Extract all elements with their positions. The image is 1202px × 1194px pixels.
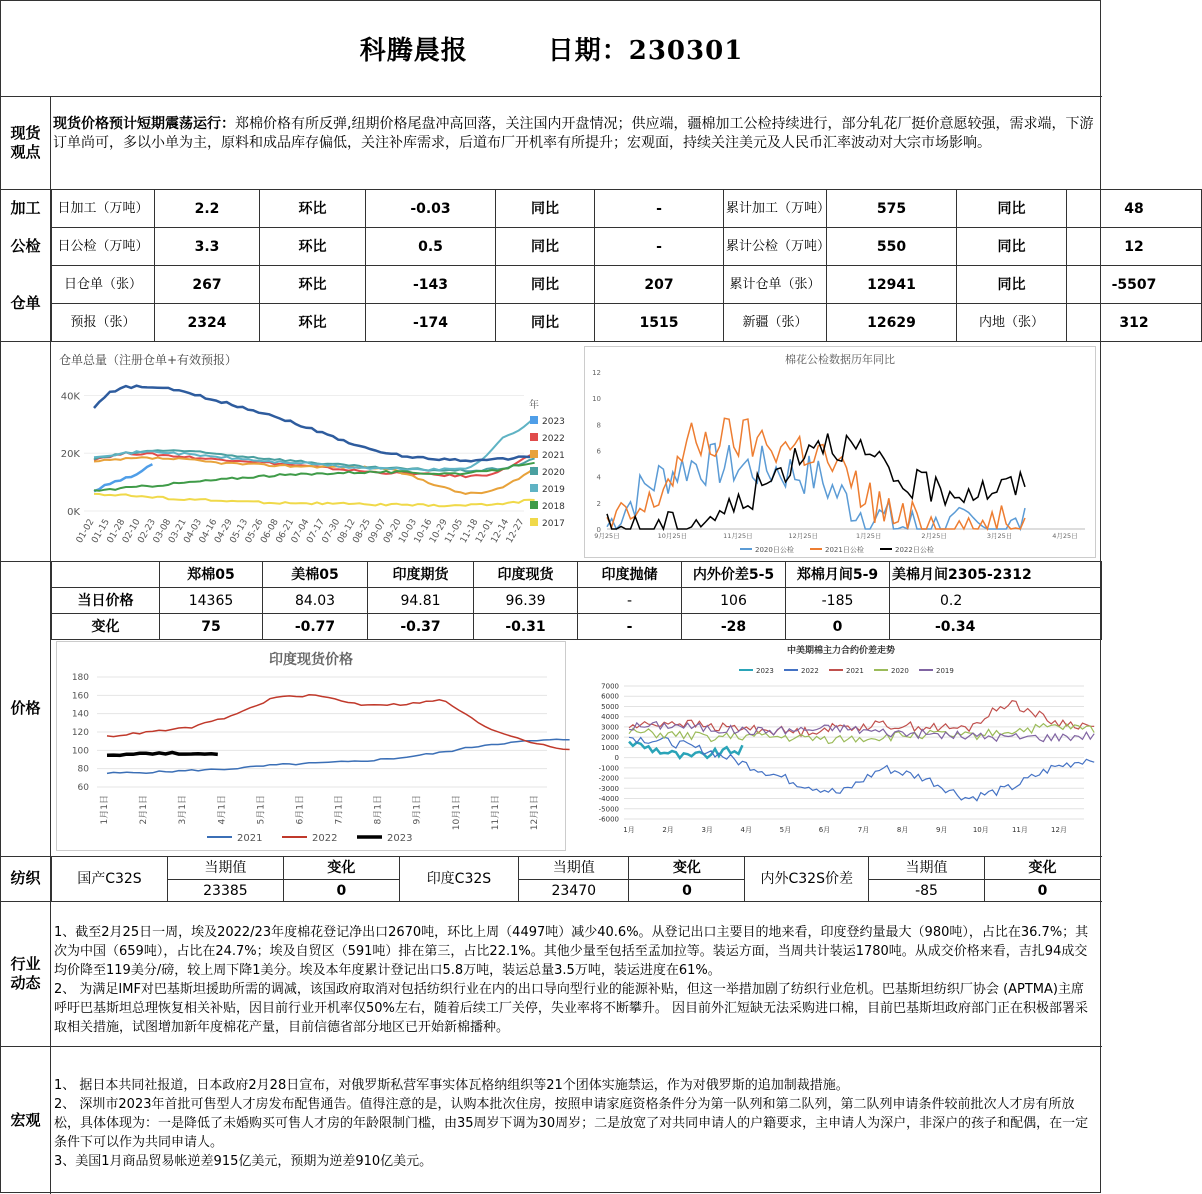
x-tick-label: 03-21 <box>167 517 189 546</box>
y-tick-label: 7000 <box>601 682 619 691</box>
y-tick-label: 4 <box>596 473 601 482</box>
y-tick-label: -5000 <box>598 805 619 814</box>
macro-news-1: 1、 据日本共同社报道，日本政府2月28日宣布，对俄罗斯私营军事实体瓦格纳组织等21个团体实施禁运，作为对俄罗斯的追加制裁措施。 <box>54 1078 849 1093</box>
x-tick-label: 07-30 <box>320 517 343 546</box>
legend-label-2022: 2022 <box>801 667 819 675</box>
y-tick-label: 60 <box>77 783 89 793</box>
x-tick-label: 06-08 <box>259 517 281 546</box>
x-tick-label: 12-27 <box>504 517 527 546</box>
x-tick-label: 9月25日 <box>594 532 620 540</box>
legend-swatch-2019 <box>530 484 538 492</box>
y-tick-label: -2000 <box>598 774 619 783</box>
x-tick-label: 4月25日 <box>1052 532 1078 540</box>
chart-title: 棉花公检数据历年同比 <box>785 353 895 366</box>
x-tick-label: 10-16 <box>412 517 435 546</box>
spot-view-text <box>53 115 1095 153</box>
inspection-chart-svg <box>585 347 1095 557</box>
x-tick-label: 04-16 <box>197 517 220 546</box>
x-tick-label: 10月25日 <box>657 532 688 540</box>
x-tick-label: 10月 <box>972 826 989 834</box>
y-tick-label: 2 <box>596 499 601 508</box>
section-inspect: 公检 <box>1 227 51 265</box>
textile-table <box>51 856 1101 902</box>
x-tick-label: 4月1日 <box>217 795 228 825</box>
y-tick-label: 20K <box>60 449 80 461</box>
legend-label-2021日公检: 2021日公检 <box>825 546 864 554</box>
legend-label-2022: 2022 <box>542 434 565 444</box>
textile-value-row: 23385 0 23470 0 -85 0 <box>52 880 1101 902</box>
chart-title: 中美期棉主力合约价差走势 <box>786 646 896 656</box>
legend-label-2021: 2021 <box>237 833 263 844</box>
legend-label-2023: 2023 <box>387 833 413 844</box>
industry-news-1: 1、截至2月25日一周，埃及2022/23年度棉花登记净出口2670吨，环比上周（4497吨）减少40.6%。从登记出口主要目的地来看，印度登约量最大（980吨），占比在36.7%；其次为中国（659吨），占比在24.7%；埃及自贸区（591吨）排在第三，占比22.1%。其他少量至包括至孟加拉等。装运方面，当周共计装运1780吨。从成交价格来看，吉扎94成交均价降至119美分/磅，较上周下降1美分。埃及本年度累计登记出口5.8万吨，装运总量3.5万吨，装运进度在61%。 <box>54 925 1089 978</box>
x-tick-label: 12月 <box>1051 826 1067 834</box>
x-tick-label: 10月1日 <box>451 795 462 831</box>
report-title <box>1 1 1102 96</box>
x-tick-label: 01-15 <box>90 517 112 546</box>
macro-news <box>54 1076 1094 1171</box>
x-tick-label: 2月25日 <box>921 532 947 540</box>
x-tick-label: 2月1日 <box>139 795 150 825</box>
y-tick-label: 140 <box>71 709 89 720</box>
x-tick-label: 11-18 <box>458 517 481 546</box>
y-tick-label: 40K <box>60 391 80 403</box>
chart-india-spot <box>56 641 566 851</box>
macro-news-3: 3、美国1月商品贸易帐逆差915亿美元，预期为逆差910亿美元。 <box>54 1154 433 1169</box>
macro-news-2: 2、 深圳市2023年首批可售型人才房发布配售通告。值得注意的是，认购本批次住房，按照申请家庭资格条件分为第一队列和第二队列，第二队列申请条件较前批次人才房有所放松，具体体现为：一是降低了未婚购买可售人才房的年龄限制门槛，由35周岁下调为30周岁；二是放宽了对共同申请人的户籍要求，主申请人为深户，非深户的孩子和配偶，在一定条件下可以作为共同申请人。 <box>54 1097 1089 1150</box>
x-tick-label: 3月25日 <box>986 532 1013 540</box>
stats-row-process: 日加工（万吨） 2.2 环比 -0.03 同比 - 累计加工（万吨） 575 同比 48 <box>52 190 1202 228</box>
legend-label-2021: 2021 <box>846 667 864 675</box>
series-line-2022 <box>629 737 1094 801</box>
y-tick-label: 120 <box>71 728 89 738</box>
x-tick-label: 08-25 <box>351 517 374 546</box>
legend-label-2023: 2023 <box>756 667 774 675</box>
legend-label-2018: 2018 <box>542 502 565 512</box>
x-tick-label: 07-17 <box>305 517 327 546</box>
y-tick-label: 4000 <box>601 713 619 722</box>
y-tick-label: 80 <box>77 764 89 775</box>
legend-label-2022: 2022 <box>312 833 338 844</box>
india-spot-chart-svg <box>57 642 565 850</box>
x-tick-label: 6月 <box>818 826 831 834</box>
x-tick-label: 7月1日 <box>334 795 345 825</box>
y-tick-label: 6000 <box>601 692 619 701</box>
x-tick-label: 4月 <box>740 826 753 834</box>
legend-label-2020日公检: 2020日公检 <box>755 546 794 554</box>
x-tick-label: 09-20 <box>382 517 404 546</box>
section-industry: 行业动态 <box>1 901 51 1046</box>
price-change-row: 变化 75 -0.77 -0.37 -0.31 - -28 0 -0.34 <box>52 614 1102 640</box>
industry-news <box>54 923 1094 1037</box>
report-name: 科腾晨报 <box>359 36 468 66</box>
series-line-2022 <box>107 695 570 750</box>
legend-title: 年 <box>529 400 539 411</box>
x-tick-label: 8月1日 <box>373 795 384 825</box>
legend-swatch-2018 <box>530 501 538 509</box>
legend-label-2020: 2020 <box>542 468 565 478</box>
x-tick-label: 01-02 <box>74 517 97 546</box>
y-tick-label: 1000 <box>601 743 619 752</box>
legend-label-2017: 2017 <box>542 519 565 529</box>
warehouse-chart-svg <box>54 346 569 558</box>
section-spot-view: 现货观点 <box>1 96 51 189</box>
y-tick-label: 10 <box>592 395 601 404</box>
x-tick-label: 5月1日 <box>256 795 267 825</box>
y-tick-label: 8 <box>596 421 601 430</box>
y-tick-label: 160 <box>71 691 89 702</box>
x-tick-label: 12月25日 <box>788 532 819 540</box>
y-tick-label: 3000 <box>601 723 619 732</box>
stats-row-inspect: 日公检（万吨） 3.3 环比 0.5 同比 - 累计公检（万吨） 550 同比 12 <box>52 228 1202 266</box>
legend-label-2020: 2020 <box>891 667 909 675</box>
x-tick-label: 12月1日 <box>530 795 540 831</box>
y-tick-label: 100 <box>71 746 89 757</box>
y-tick-label: -4000 <box>598 795 619 804</box>
x-tick-label: 3月 <box>701 826 713 834</box>
y-tick-label: 0 <box>596 526 601 534</box>
section-process: 加工 <box>1 189 51 227</box>
y-tick-label: 5000 <box>601 702 619 711</box>
y-tick-label: 6 <box>596 447 601 456</box>
x-tick-label: 12-01 <box>474 517 496 546</box>
series-line-2017 <box>94 494 535 506</box>
y-tick-label: -6000 <box>598 815 619 824</box>
x-tick-label: 10-29 <box>428 517 450 546</box>
chart-warehouse-total <box>54 346 569 558</box>
chart-cn-us-spread <box>589 641 1094 851</box>
y-tick-label: -1000 <box>598 764 619 773</box>
x-tick-label: 1月 <box>623 826 635 834</box>
x-tick-label: 03-08 <box>151 517 174 546</box>
x-tick-label: 04-03 <box>182 517 205 546</box>
x-tick-label: 9月1日 <box>412 795 423 825</box>
legend-swatch-2022 <box>530 433 538 441</box>
spot-view-body: 郑棉价格有所反弹,纽期价格尾盘冲高回落，关注国内开盘情况；供应端，疆棉加工公检持续进行，部分轧花厂挺价意愿较强，需求端，下游订单尚可，多以小单为主，原料和成品库存偏低，关注补库需求，后道布厂开机率有所提升；宏观面，持续关注美元及人民币汇率波动对大宗市场影响。 <box>53 116 1094 151</box>
legend-label-2019: 2019 <box>936 667 954 675</box>
series-line-2023 <box>107 752 218 755</box>
section-macro: 宏观 <box>1 1046 51 1194</box>
section-charts-1 <box>1 341 51 561</box>
x-tick-label: 08-12 <box>335 517 358 546</box>
y-tick-label: 0 <box>614 754 619 763</box>
x-tick-label: 3月1日 <box>178 795 189 825</box>
x-tick-label: 9月 <box>935 826 948 834</box>
x-tick-label: 05-13 <box>228 517 251 546</box>
x-tick-label: 8月 <box>896 826 909 834</box>
x-tick-label: 10-03 <box>397 517 420 546</box>
spot-view-lead: 现货价格预计短期震荡运行： <box>53 116 235 132</box>
x-tick-label: 5月 <box>779 826 792 834</box>
legend-label-2023: 2023 <box>542 417 565 427</box>
x-tick-label: 11月 <box>1011 826 1028 834</box>
y-tick-label: 0K <box>67 507 80 518</box>
legend-swatch-2021 <box>530 450 538 458</box>
x-tick-label: 1月1日 <box>100 795 110 825</box>
price-header-row: 郑棉05 美棉05 印度期货 印度现货 印度抛储 内外价差5-5 郑棉月间5-9 美棉月间2305-2312 <box>52 562 1102 588</box>
x-tick-label: 12-14 <box>489 517 512 546</box>
x-tick-label: 11-05 <box>443 517 466 546</box>
y-tick-label: 2000 <box>601 733 619 742</box>
report-date: 日期：230301 <box>547 36 744 66</box>
legend-label-2022日公检: 2022日公检 <box>895 546 934 554</box>
section-warehouse: 仓单 <box>1 265 51 341</box>
y-tick-label: 12 <box>592 369 601 377</box>
textile-header-row: 国产C32S 当期值 变化 印度C32S 当期值 变化 内外C32S价差 当期值 变化 <box>52 857 1101 880</box>
x-tick-label: 01-28 <box>105 517 128 546</box>
legend-swatch-2017 <box>530 518 538 526</box>
industry-news-2: 2、 为满足IMF对巴基斯坦援助所需的调减，该国政府取消对包括纺织行业在内的出口导向型行业的能源补贴，但这一举措加剧了纺织行业危机。巴基斯坦纺织厂协会 (APTMA)主席呼吁巴基斯坦总理恢复相关补贴，因目前行业开机率仅50%左右，随着后续工厂关停，失业率将不断攀升。 因目前外汇短缺无法采购进口棉，目前巴基斯坦政府部门正在积极部署采取相关措施，试图增加新年度棉花产量，目前信德省部分地区已开始新棉播种。 <box>54 982 1089 1035</box>
section-textile: 纺织 <box>1 856 51 901</box>
x-tick-label: 09-07 <box>366 517 389 546</box>
chart-title: 仓单总量（注册仓单+有效预报） <box>59 353 238 367</box>
x-tick-label: 06-21 <box>274 517 297 546</box>
y-tick-label: -3000 <box>598 784 619 793</box>
spread-chart-svg <box>589 641 1094 851</box>
legend-swatch-2020 <box>530 467 538 475</box>
series-line-2023 <box>629 742 742 758</box>
x-tick-label: 04-29 <box>213 517 235 546</box>
x-tick-label: 11月1日 <box>490 795 501 831</box>
x-tick-label: 6月1日 <box>295 795 306 825</box>
price-table <box>51 561 1102 640</box>
x-tick-label: 7月 <box>857 826 870 834</box>
y-tick-label: 180 <box>71 673 89 683</box>
x-tick-label: 11月25日 <box>723 532 753 540</box>
stats-row-forecast: 预报（张） 2324 环比 -174 同比 1515 新疆（张） 12629 内地（张） 312 <box>52 304 1202 342</box>
x-tick-label: 1月25日 <box>856 532 882 540</box>
legend-swatch-2023 <box>530 416 538 424</box>
x-tick-label: 02-23 <box>136 517 159 546</box>
legend-label-2021: 2021 <box>542 451 565 461</box>
x-tick-label: 07-04 <box>289 517 312 546</box>
x-tick-label: 2月 <box>662 826 674 834</box>
legend-label-2019: 2019 <box>542 485 565 495</box>
price-today-row: 当日价格 14365 84.03 94.81 96.39 - 106 -185 0.2 <box>52 588 1102 614</box>
x-tick-label: 02-10 <box>120 517 143 546</box>
x-tick-label: 05-26 <box>243 517 266 546</box>
stats-row-warehouse: 日仓单（张） 267 环比 -143 同比 207 累计仓单（张） 12941 同比 -5507 <box>52 266 1202 304</box>
chart-inspection-yoy <box>584 346 1096 558</box>
stats-table <box>51 189 1202 342</box>
chart-title: 印度现货价格 <box>269 652 353 668</box>
section-price: 价格 <box>1 561 51 856</box>
